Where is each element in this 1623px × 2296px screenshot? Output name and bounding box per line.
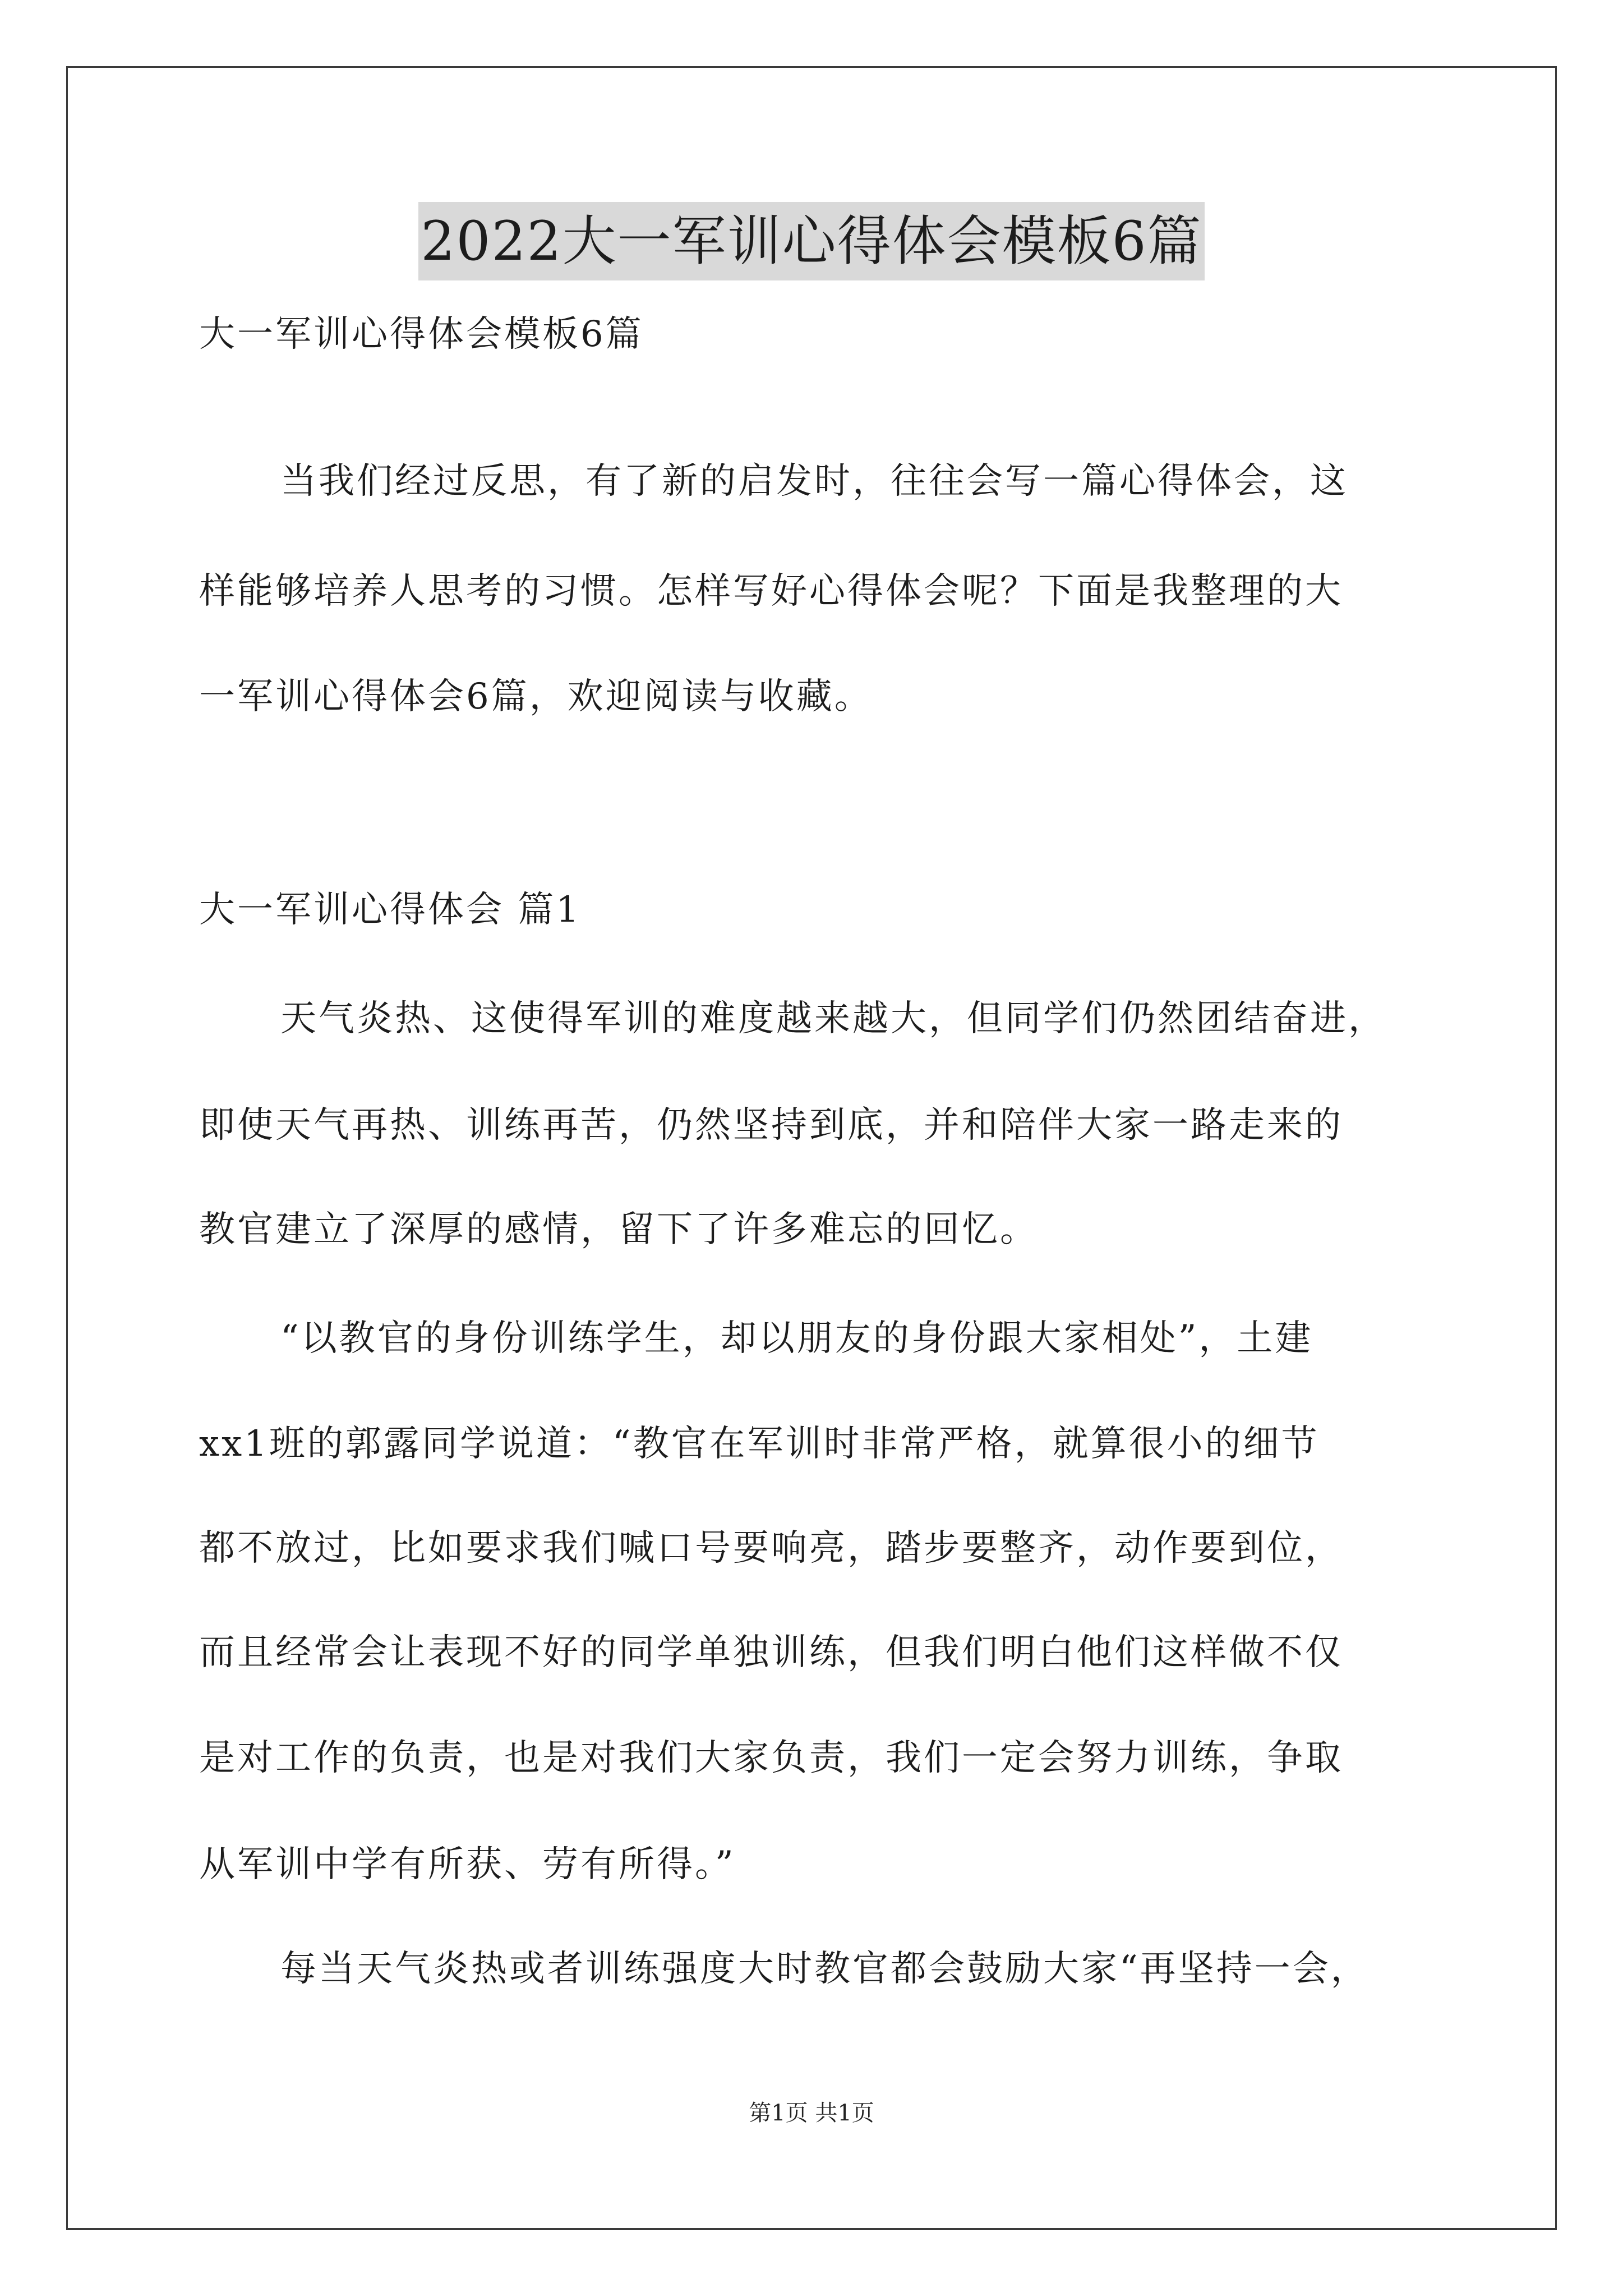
intro-line-2: 样能够培养人思考的习惯。怎样写好心得体会呢？下面是我整理的大 [199, 570, 1343, 612]
para2-line-5: 是对工作的负责，也是对我们大家负责，我们一定会努力训练，争取 [199, 1737, 1343, 1779]
para1-line-2: 即使天气再热、训练再苦，仍然坚持到底，并和陪伴大家一路走来的 [199, 1105, 1343, 1146]
page-border [66, 66, 1557, 2230]
para2-line-1: “以教官的身份训练学生，却以朋友的身份跟大家相处”，土建 [280, 1318, 1313, 1359]
section-heading: 大一军训心得体会 篇1 [199, 889, 582, 931]
para2-line-4: 而且经常会让表现不好的同学单独训练，但我们明白他们这样做不仅 [199, 1632, 1343, 1673]
para3-line-1: 每当天气炎热或者训练强度大时教官都会鼓励大家“再坚持一会， [280, 1948, 1369, 1990]
intro-line-3: 一军训心得体会6篇，欢迎阅读与收藏。 [199, 676, 873, 717]
para1-line-1: 天气炎热、这使得军训的难度越来越大，但同学们仍然团结奋进， [280, 998, 1386, 1039]
para2-line-2: xx1班的郭露同学说道：“教官在军训时非常严格，就算很小的细节 [199, 1423, 1320, 1465]
para1-line-3: 教官建立了深厚的感情，留下了许多难忘的回忆。 [199, 1209, 1038, 1250]
page-footer: 第1页 共1页 [749, 2100, 874, 2126]
document-title-block [0, 202, 1623, 280]
para2-line-3: 都不放过，比如要求我们喊口号要响亮，踏步要整齐，动作要到位， [199, 1527, 1343, 1569]
intro-line-1: 当我们经过反思，有了新的启发时，往往会写一篇心得体会，这 [280, 461, 1348, 502]
document-title: 2022大一军训心得体会模板6篇 [418, 202, 1204, 280]
para2-line-6: 从军训中学有所获、劳有所得。” [199, 1844, 736, 1885]
document-subtitle: 大一军训心得体会模板6篇 [199, 314, 644, 355]
